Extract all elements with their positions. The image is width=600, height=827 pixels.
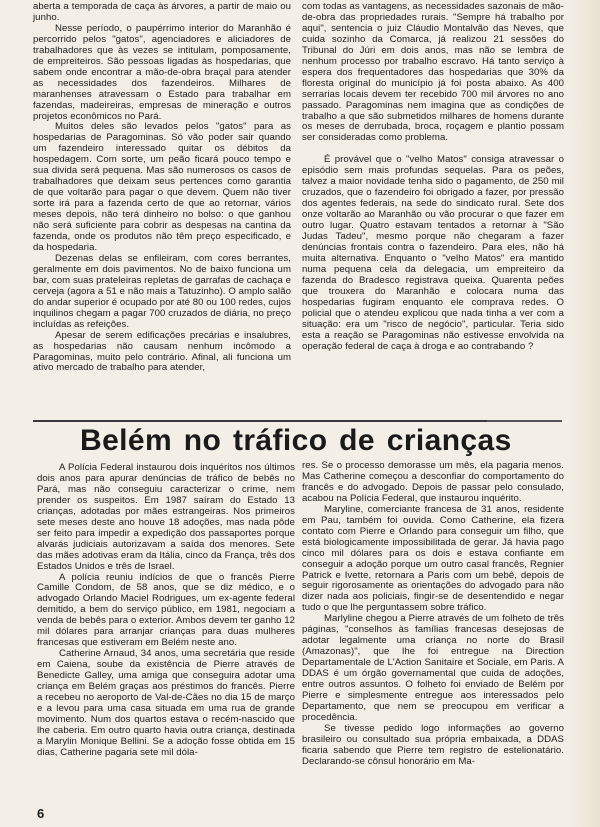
section-divider	[33, 420, 487, 422]
paragraph: Muitos deles são levados pelos "gatos" para as hospedarias de Paragominas. Só vão poder sair quando um fazendeiro interessado quitar os débitos da hospedagem. Com sorte, um peão ficará pouco tempo e sua divida será pequena. Mas são numerosos os casos de trabalhadores que deixam seus pertences como garantia de que voltarão para pagar o que devem. Quem não tiver sorte irá para a fazenda certo de que ao retornar, vários meses depois, não terá dinheiro no bolso: o que ganhou não será suficiente para cobrir as despesas na cantina da fazenda, onde os produtos não têm preço especificado, e da hospedaria.	[33, 121, 291, 253]
paragraph: Se tivesse pedido logo informações ao governo brasileiro ou consultado sua própria embaixada, a DDAS ficaria sabendo que Pierre tem registro de estelionatário. Declarando-se cônsul honorário em Ma-	[302, 722, 564, 767]
paragraph: res. Se o processo demorasse um mês, ela pagaria menos. Mas Catherine começou a desconfiar do comportamento do francês e do advogado. Depois de passar pelo consulado, acabou na Polícia Federal, que instaurou inquérito.	[302, 460, 564, 504]
paragraph: com todas as vantagens, as necessidades sazonais de mão-de-obra das propriedades rurais. "Sempre há trabalho por aqui", sentencia o juiz Cláudio Montalvão das Neves, que cuida sozinho da Comarca, já realizou 21 sessões do Tribunal do Júri em dois anos, mas não se lembra de nenhum processo por trabalho escravo. Há tanto serviço à espera dos frequentadores das hospedarias que 30% da floresta original do município já foi posta abaixo. As 400 serrarias locais devem ter recebido 700 mil árvores no ano passado. Paragominas nem imagina que as condições de trabalho a que são submetidos milhares de homens durante os meses de derrubada, broca, roçagem e plantio possam ser consideradas como problema.	[302, 1, 564, 144]
paragraph: aberta a temporada de caça às árvores, a partir de maio ou junho.	[33, 1, 291, 23]
paragraph: A Polícia Federal instaurou dois inquéritos nos últimos dois anos para apurar denúncias de tráfico de bebês no Pará, mas não conseguiu caracterizar o crime, nem prender os suspeitos. Em 1987 saíram do Estado 13 crianças, adotadas por mães estrangeiras. Nos primeiros sete meses deste ano houve 18 adoções, mas nada pôde ser feito para impedir a expedição dos passaportes porque alvarás judiciais autorizavam a saída dos menores. Sete das mães adotivas eram da Itália, cinco da França, três dos Estados Unidos e três de Israel.	[37, 462, 295, 572]
page-number: 6	[37, 806, 45, 821]
paragraph: Catherine Arnaud, 34 anos, uma secretária que reside em Caiena, soube da existência de Pierre através de Benedicte Galley, uma amiga que conseguira adotar uma criança em Belém graças aos préstimos do francês. Pierre a recebeu no aeroporto de Val-de-Cães no dia 15 de março e a levou para uma casa situada em uma rua de grande movimento. Num dos quartos estava o recém-nascido que lhe caberia. Em outro quarto havia outra criança, destinada a Marylin Monique Bellini. Se a adoção fosse obtida em 15 dias, Catherine pagaria sete mil dóla-	[37, 648, 295, 758]
article-headline: Belém no tráfico de crianças	[80, 424, 512, 457]
bottom-article-right-column	[302, 461, 564, 768]
paragraph: Marlyline chegou a Pierre através de um folheto de três páginas, "conselhos às famílias francesas desejosas de adotar legalmente uma criança no norte do Brasil (Amazonas)", que lhe foi entregue na Direction Departamentale de L'Action Sanitaire et Sociale, em Paris. A DDAS é um órgão governamental que cuida de adoções, entre outros assuntos. O folheto foi enviado de Belém por Pierre e simplesmente entregue aos interessados pelo Departamento, que nem se preocupou em verificar a procedência.	[302, 613, 564, 723]
bottom-article-left-column	[37, 463, 295, 759]
paragraph: A polícia reuniu indícios de que o francês Pierre Camille Condom, de 58 anos, que se diz médico, e o advogado Orlando Maciel Rodrigues, um ex-agente federal demitido, a bem do serviço público, em 1981, negociam a venda de bebês para o exterior. Ambos devem ter ganho 12 mil dólares para arranjar crianças para duas mulheres francesas que estiveram em Belém neste ano.	[37, 571, 295, 649]
paragraph: Nesse período, o paupérrimo interior do Maranhão é percorrido pelos "gatos", agenciadores e aliciadores de trabalhadores que às vezes se intitulam, pomposamente, de empreiteiros. São pessoas ligadas às hospedarias, que sabem onde encontrar a mão-de-obra braçal para atender as necessidades dos fazendeiros. Milhares de maranhenses atravessam o Estado para trabalhar em fazendas, madeireiras, empresas de mineração e outros projetos econômicos no Pará.	[33, 22, 291, 122]
paragraph: Apesar de serem edificações precárias e insalubres, as hospedarias não causam nenhum incômodo a Paragominas, muito pelo contrário. Afinal, ali funciona um ativo mercado de trabalho para atender,	[33, 329, 291, 374]
paragraph: Maryline, comerciante francesa de 31 anos, residente em Pau, também foi ouvida. Como Catherine, ela fizera contato com Pierre e Orlando para conseguir um filho, que está biologicamente impossibilitada de gerar. Já havia pago cinco mil dólares para os dois e estava confiante em conseguir a adoção porque um outro casal francês, Regnier Patrick e Ivette, retornara a Paris com um bebê, depois de seguir rigorosamente as orientações do advogado para não dizer nada aos policiais, fingir-se de desentendido e negar tudo o que lhe perguntassem sobre tráfico.	[302, 503, 564, 614]
page-edge-shadow	[572, 0, 600, 827]
paragraph: Dezenas delas se enfileiram, com cores berrantes, geralmente em dois pavimentos. No de baixo funciona um bar, com suas prateleiras repletas de garrafas de cachaça e cerveja (agora a 51 e não mais a Tatuzinho). O amplo salão do andar superior é ocupado por até 80 ou 100 redes, cujos inquilinos chegam a pagar 700 cruzados de diária, no preço incluídas as refeições.	[33, 252, 291, 330]
top-article-left-column	[33, 2, 291, 374]
section-divider-end	[487, 420, 562, 422]
paragraph: É provável que o "velho Matos" consiga atravessar o episódio sem mais profundas sequelas. Para os peões, talvez a maior novidade tenha sido o pagamento, de 250 mil cruzados, que o fazendeiro foi obrigado a fazer, por pressão dos agentes federais, na sede do sindicato rural. Sete dos onze voltarão ao Maranhão ou vão procurar o que fazer em outro lugar. Quatro estavam tentados a retornar à "São Judas Tadeu", mesmo porque não chegaram a fazer denúncias frontais contra o fazendeiro. Para eles, não há muita alternativa. Enquanto o "velho Matos" era mantido numa pequena cela da delegacia, um empreiteiro da fazenda do Bradesco registrava queixa. Quarenta peões que trouxera do Maranhão e colocara numa das hospedarias fugiram enquanto ele comprava redes. O policial que o atendeu explicou que nada tinha a ver com a situação: era um "risco de negócio", particular. Teria sido esta a reação se Paragominas não estivesse envolvida na operação federal de caça à droga e ao contrabando ?	[302, 154, 564, 352]
top-article-right-column	[302, 2, 564, 353]
